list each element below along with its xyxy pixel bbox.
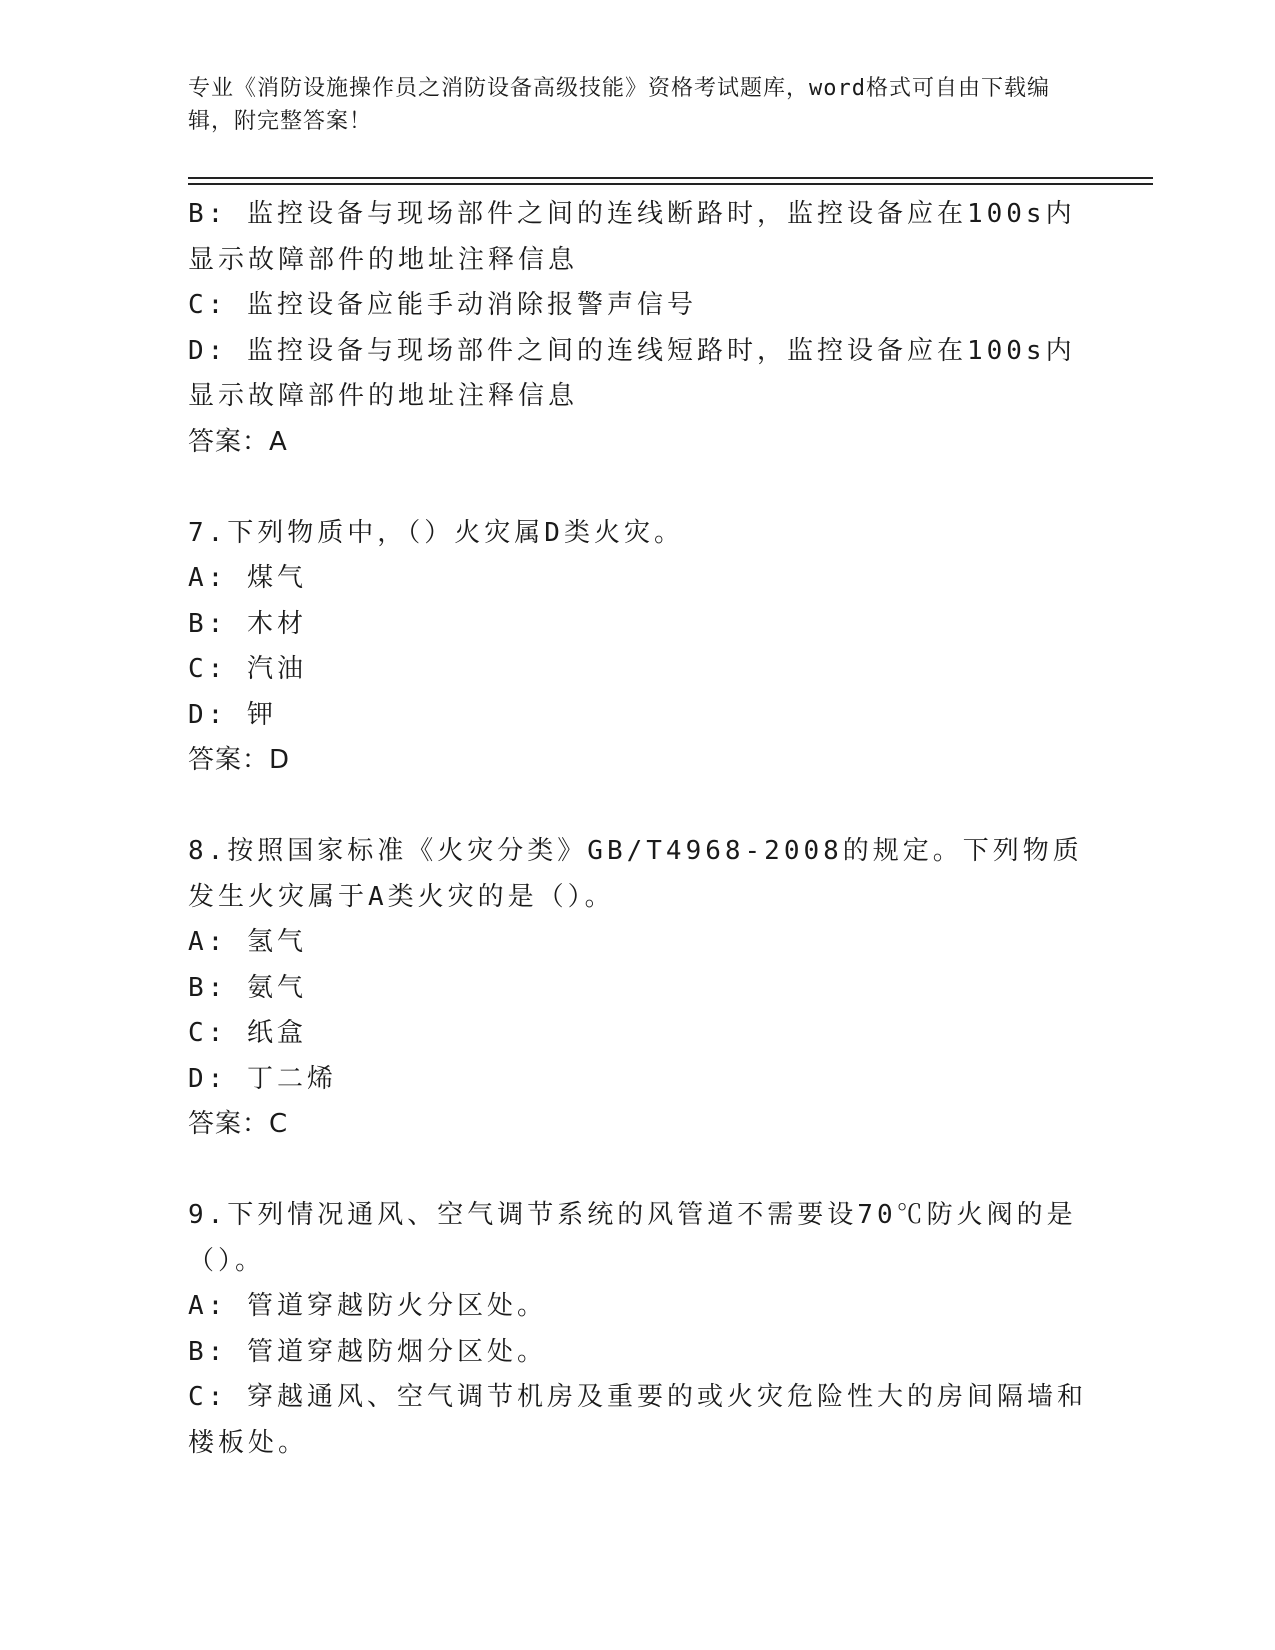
spacer [188,784,1088,830]
option-d: D: 钾 [188,699,277,730]
document-header: 专业《消防设施操作员之消防设备高级技能》资格考试题库，word格式可自由下载编辑，附完整答案！ [188,76,1050,134]
option-b: B: 木材 [188,608,307,639]
question-8 [188,829,1088,1148]
answer-label: 答案：D [188,745,291,775]
option-d: D: 监控设备与现场部件之间的连线短路时，监控设备应在100s内显示故障部件的地址注释信息 [188,335,1076,411]
spacer [188,1148,1088,1194]
option-c: C: 纸盒 [188,1018,307,1048]
question-stem: 9.下列情况通风、空气调节系统的风管道不需要设70℃防火阀的是（）。 [188,1200,1077,1276]
answer-label: 答案：A [188,426,288,457]
question-7 [188,511,1088,784]
header-divider-bottom [188,183,1153,185]
option-b: B: 氨气 [188,972,307,1003]
question-9 [188,1193,1088,1466]
partial-question [188,192,1088,465]
question-list [188,192,1088,1466]
option-a: A: 煤气 [188,563,307,593]
answer-label: 答案：C [188,1109,289,1139]
question-stem: 7.下列物质中，（）火灾属D类火灾。 [188,517,684,548]
option-d: D: 丁二烯 [188,1063,337,1094]
question-stem: 8.按照国家标准《火灾分类》GB/T4968-2008的规定。下列物质发生火灾属于A类火灾的是（）。 [188,836,1083,912]
option-b: B: 管道穿越防烟分区处。 [188,1336,547,1367]
option-c: C: 穿越通风、空气调节机房及重要的或火灾危险性大的房间隔墙和楼板处。 [188,1382,1087,1458]
option-a: A: 氢气 [188,927,307,957]
option-c: C: 监控设备应能手动消除报警声信号 [188,290,697,320]
header-divider-top [188,177,1153,179]
spacer [188,465,1088,511]
option-a: A: 管道穿越防火分区处。 [188,1291,547,1321]
option-c: C: 汽油 [188,654,307,684]
option-b: B: 监控设备与现场部件之间的连线断路时，监控设备应在100s内显示故障部件的地址注释信息 [188,199,1076,275]
